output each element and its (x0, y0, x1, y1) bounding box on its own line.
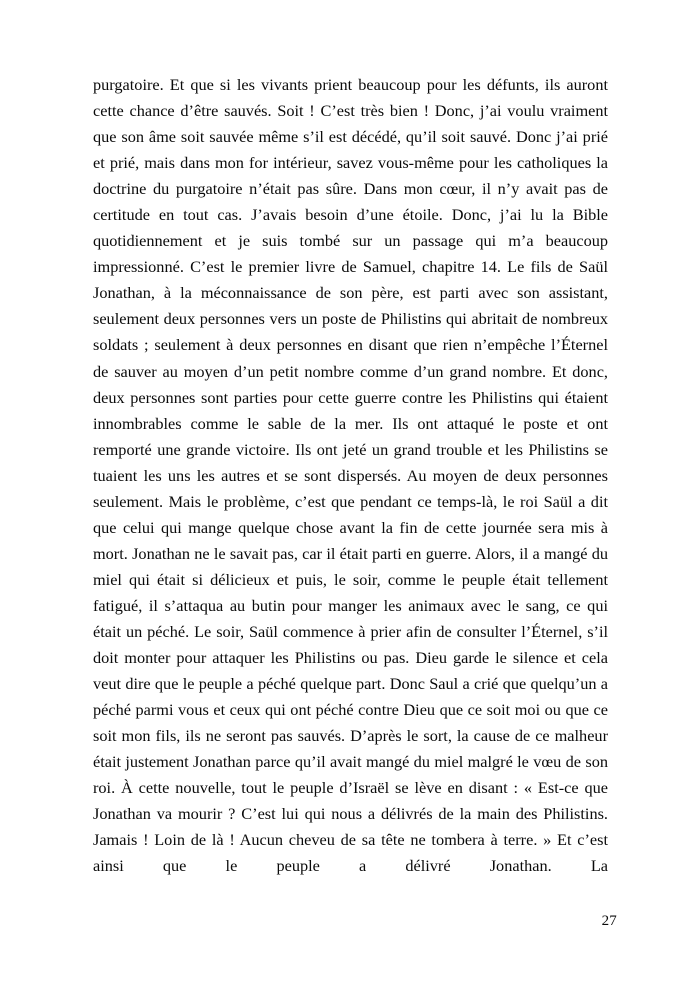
body-paragraph: purgatoire. Et que si les vivants prient beaucoup pour les défunts, ils auront cette chance d’être sauvés. Soit ! C’est très bien ! Donc, j’ai voulu vraiment que son âme soit sauvée même s’il est décédé, qu’il soit sauvé. Donc j’ai prié et prié, mais dans mon for intérieur, savez vous-même pour les catholiques la doctrine du purgatoire n’était pas sûre. Dans mon cœur, il n’y avait pas de certitude en tout cas. J’avais besoin d’une étoile. Donc, j’ai lu la Bible quotidiennement et je suis tombé sur un passage qui m’a beaucoup impressionné. C’est le premier livre de Samuel, chapitre 14. Le fils de Saül Jonathan, à la méconnaissance de son père, est parti avec son assistant, seulement deux personnes vers un poste de Philistins qui abritait de nombreux soldats ; seulement à deux personnes en disant que rien n’empêche l’Éternel de sauver au moyen d’un petit nombre comme d’un grand nombre. Et donc, deux personnes sont parties pour cette guerre contre les Philistins qui étaient innombrables comme le sable de la mer. Ils ont attaqué le poste et ont remporté une grande victoire. Ils ont jeté un grand trouble et les Philistins se tuaient les uns les autres et se sont dispersés. Au moyen de deux personnes seulement. Mais le problème, c’est que pendant ce temps-là, le roi Saül a dit que celui qui mange quelque chose avant la fin de cette journée sera mis à mort. Jonathan ne le savait pas, car il était parti en guerre. Alors, il a mangé du miel qui était si délicieux et puis, le soir, comme le peuple était tellement fatigué, il s’attaqua au butin pour manger les animaux avec le sang, ce qui était un péché. Le soir, Saül commence à prier afin de consulter l’Éternel, s’il doit monter pour attaquer les Philistins ou pas. Dieu garde le silence et cela veut dire que le peuple a péché quelque part. Donc Saul a crié que quelqu’un a péché parmi vous et ceux qui ont péché contre Dieu que ce soit moi ou que ce soit mon fils, ils ne seront pas sauvés. D’après le sort, la cause de ce malheur était justement Jonathan parce qu’il avait mangé du miel malgré le vœu de son roi. À cette nouvelle, tout le peuple d’Israël se lève en disant : « Est-ce que Jonathan va mourir ? C’est lui qui nous a délivrés de la main des Philistins. Jamais ! Loin de là ! Aucun cheveu de sa tête ne tombera à terre. » Et c’est ainsi que le peuple a délivré Jonathan. La (93, 75, 608, 876)
page-number: 27 (601, 913, 617, 929)
body-text-block (93, 72, 608, 879)
